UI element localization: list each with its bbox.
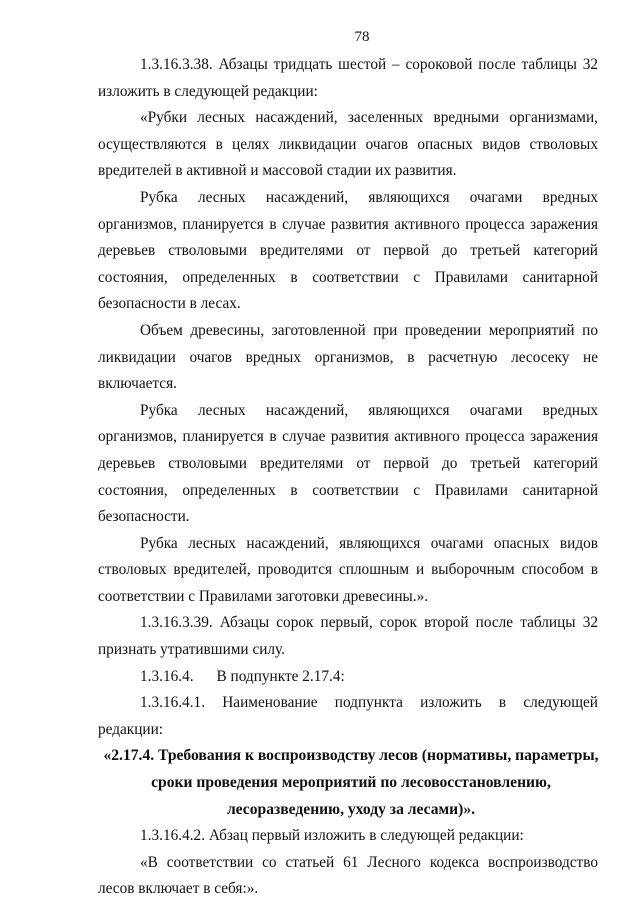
- paragraph-7: 1.3.16.3.39. Абзацы сорок первый, сорок второй после таблицы 32 признать утратившими силу.: [98, 614, 598, 659]
- paragraph-1: 1.3.16.3.38. Абзацы тридцать шестой – сороковой после таблицы 32 изложить в следующей редакции:: [98, 56, 598, 100]
- paragraph-4: Объем древесины, заготовленной при проведении мероприятий по ликвидации очагов вредных организмов, в расчетную лесосеку не включается.: [98, 321, 598, 393]
- heading-line-3: лесоразведению, уходу за лесами)».: [226, 800, 476, 818]
- paragraph-5: Рубка лесных насаждений, являющихся очагами вредных организмов, планируется в случае развития активного процесса заражения деревьев стволовыми вредителями от первой до третьей категорий состояния, определенных в соответствии с Правилами санитарной безопасности.: [98, 401, 598, 526]
- page-number: 78: [354, 29, 370, 45]
- subsection-heading: [94, 743, 608, 823]
- paragraph-2: «Рубки лесных насаждений, заселенных вредными организмами, осуществляются в целях ликвидации очагов опасных видов стволовых вредителей в активной и массовой стадии их развития.: [98, 109, 598, 180]
- paragraph-11: «В соответствии со статьей 61 Лесного кодекса воспроизводство лесов включает в себя:».: [98, 853, 598, 898]
- heading-line-2: сроки проведения мероприятий по лесовосстановлению,: [151, 774, 551, 792]
- heading-line-1: «2.17.4. Требования к воспроизводству лесов (нормативы, параметры,: [103, 747, 599, 765]
- paragraph-6: Рубка лесных насаждений, являющихся очагами опасных видов стволовых вредителей, проводится сплошным и выборочным способом в соответствии с Правилами заготовки древесины.».: [98, 534, 598, 605]
- paragraph-10: 1.3.16.4.2. Абзац первый изложить в следующей редакции:: [140, 827, 524, 845]
- paragraph-3: Рубка лесных насаждений, являющихся очагами вредных организмов, планируется в случае развития активного процесса заражения деревьев стволовыми вредителями от первой до третьей категорий состояния, определенных в соответствии с Правилами санитарной безопасности в лесах.: [98, 188, 598, 313]
- paragraph-8: 1.3.16.4. В подпункте 2.17.4:: [140, 667, 345, 685]
- paragraph-9: 1.3.16.4.1. Наименование подпункта изложить в следующей редакции:: [98, 694, 598, 738]
